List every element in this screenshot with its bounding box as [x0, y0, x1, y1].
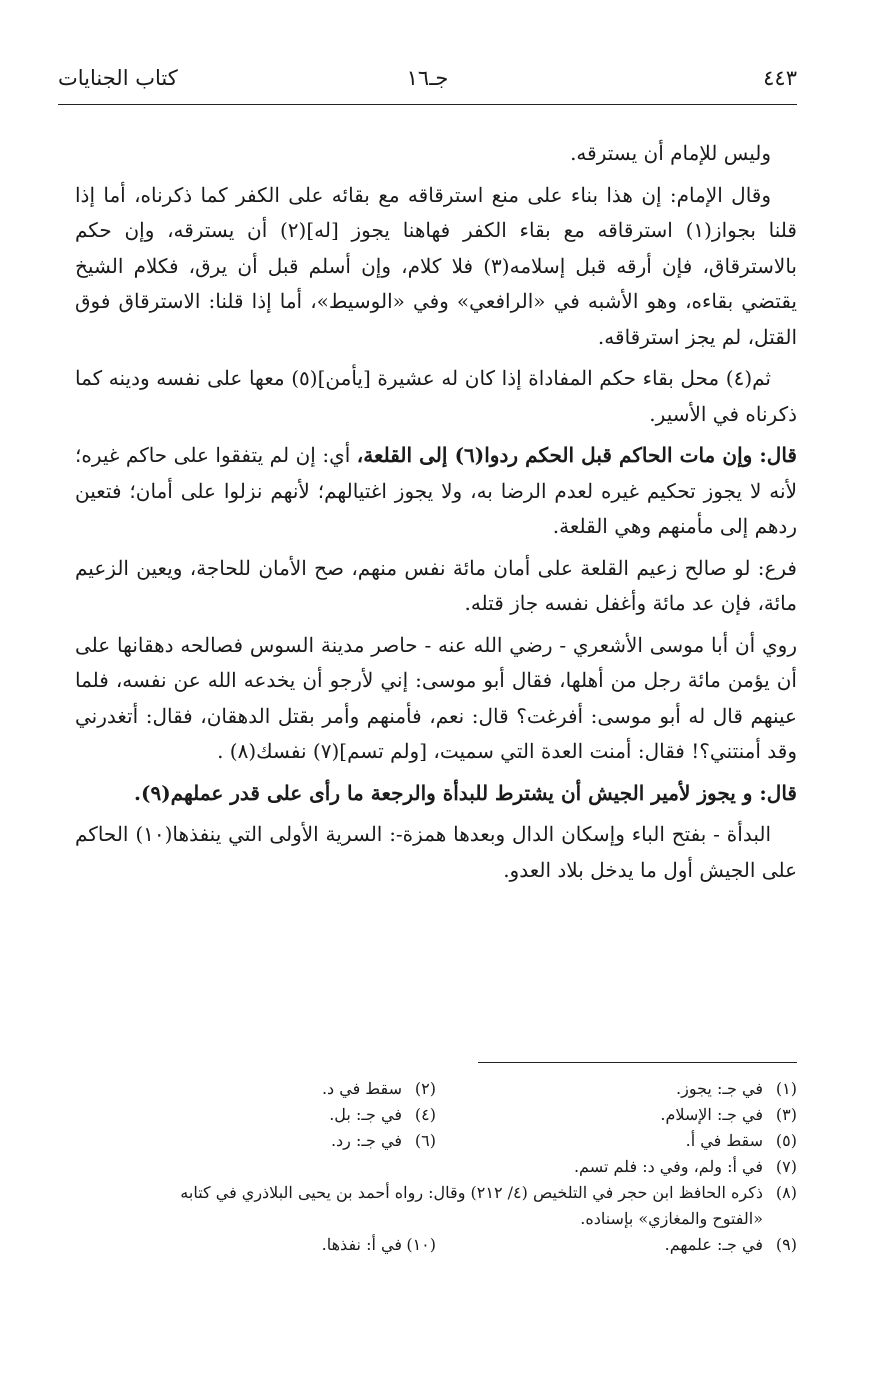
footnote-6: (٦)في جـ: رد.	[330, 1131, 436, 1150]
footnote-10: (١٠)في أ: نفذها.	[321, 1235, 436, 1254]
paragraph-3: ثم(٤) محل بقاء حكم المفاداة إذا كان له عشيرة [يأمن](٥) معها على نفسه ودينه كما ذكرناه في الأسير.	[75, 366, 797, 426]
paragraph-4-lead: قال: وإن مات الحاكم قبل الحكم ردوا(٦) إلى القلعة،	[356, 443, 797, 467]
volume-label: جـ١٦	[406, 66, 449, 90]
page-number: ٤٤٣	[763, 66, 797, 90]
book-title: كتاب الجنايات	[58, 66, 178, 90]
footnote-row	[75, 1102, 797, 1128]
paragraph-4-rest: أي: إن لم يتفقوا على حاكم غيره؛ لأنه لا يجوز تحكيم غيره لعدم الرضا به، ولا يجوز اغتيالهم؛ لأنهم نزلوا على أمان؛ فتعين ردهم إلى مأمنهم وهي القلعة.	[75, 443, 797, 538]
footnote-row	[75, 1180, 797, 1232]
paragraph-6: روي أن أبا موسى الأشعري - رضي الله عنه - حاصر مدينة السوس فصالحه دهقانها على أن يؤمن مائة رجل من أهلها، فقال أبو موسى: إني لأرجو أن يخدعه الله عن نفسه، فلما عينهم قال له أبو موسى: أفرغت؟ قال: نعم، فأمنهم وأمر بقتل الدهقان، فقال: أتغدرني وقد أمنتني؟! فقال: أمنت العدة التي سميت، [ولم تسم](٧) نفسك(٨) .	[75, 632, 797, 763]
footnote-8: (٨)ذكره الحافظ ابن حجر في التلخيص (٤/ ٢١٢) وقال: رواه أحمد بن يحيى البلاذري في كتابه «الفتوح والمغازي» بإسناده.	[75, 1180, 797, 1232]
running-header	[58, 60, 797, 100]
footnote-3: (٣)في جـ: الإسلام.	[660, 1105, 797, 1124]
paragraph-7: قال: و يجوز لأمير الجيش أن يشترط للبدأة والرجعة ما رأى على قدر عملهم(٩).	[134, 780, 797, 805]
footnote-row	[75, 1232, 797, 1258]
footnote-9: (٩)في جـ: علمهم.	[664, 1235, 797, 1254]
footnote-1: (١)في جـ: يجوز.	[676, 1079, 797, 1098]
footnote-row	[75, 1154, 797, 1180]
paragraph-4	[75, 438, 797, 545]
paragraph-5: فرع: لو صالح زعيم القلعة على أمان مائة نفس منهم، صح الأمان للحاجة، ويعين الزعيم مائة، فإن عد مائة وأغفل نفسه جاز قتله.	[75, 555, 797, 615]
footnote-row	[75, 1128, 797, 1154]
paragraph-8: البدأة - بفتح الباء وإسكان الدال وبعدها همزة-: السرية الأولى التي ينفذها(١٠) الحاكم على الجيش أول ما يدخل بلاد العدو.	[75, 822, 797, 882]
footnote-5: (٥)سقط في أ.	[685, 1131, 797, 1150]
footnote-4: (٤)في جـ: بل.	[329, 1105, 436, 1124]
paragraph-2: وقال الإمام: إن هذا بناء على منع استرقاقه مع بقائه على الكفر كما ذكرناه، أما إذا قلنا بجواز(١) استرقاقه مع بقاء الكفر فهاهنا يجوز [له](٢) أن يسترقه، وإن حكم بالاسترقاق، فإن أرقه قبل إسلامه(٣) فلا كلام، وإن أسلم قبل أن يرق، فكلام الشيخ يقتضي بقاءه، وهو الأشبه في «الرافعي» وفي «الوسيط»، أما إذا قلنا: الاسترقاق فوق القتل، لم يجز استرقاقه.	[75, 182, 797, 349]
footnote-8-continuation: «الفتوح والمغازي» بإسناده.	[580, 1209, 763, 1228]
paragraph-1: وليس للإمام أن يسترقه.	[570, 141, 771, 165]
main-text	[75, 136, 797, 894]
footnote-row	[75, 1076, 797, 1102]
footnote-divider	[478, 1062, 797, 1063]
header-divider	[58, 104, 797, 105]
footnote-2: (٢)سقط في د.	[321, 1079, 436, 1098]
footnote-7: (٧)في أ: ولم، وفي د: فلم تسم.	[573, 1157, 797, 1176]
footnotes	[75, 1076, 797, 1258]
